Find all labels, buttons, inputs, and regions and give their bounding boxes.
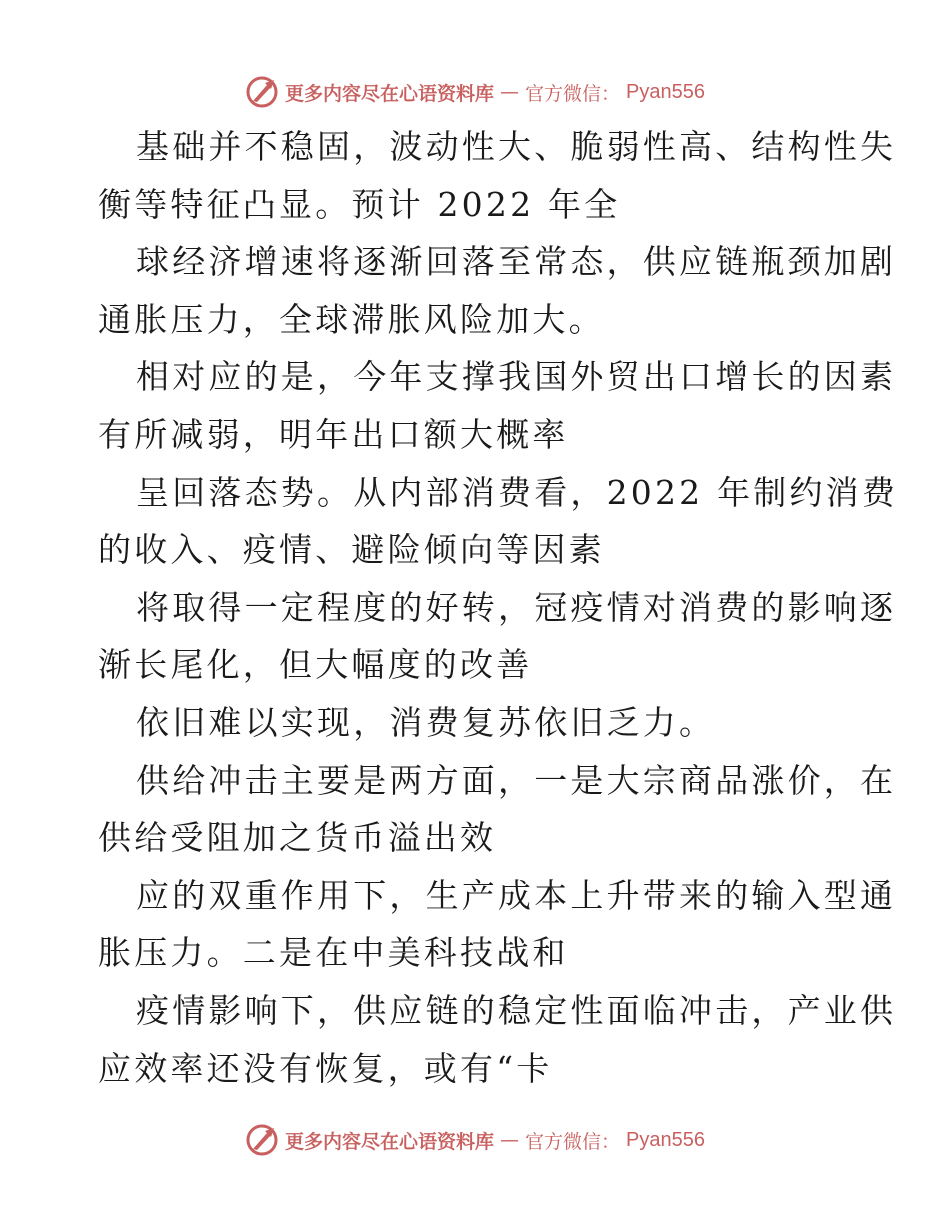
footer-watermark — [0, 1120, 950, 1160]
watermark-site-name: 更多内容尽在心语资料库 — [285, 1130, 495, 1153]
watermark-dash: — — [500, 1129, 520, 1151]
text-line: 相对应的是，今年支撑我国外贸出口增长的因素 — [136, 357, 897, 397]
watermark-wechat-id: Pyan556 — [626, 1128, 705, 1151]
text-line: 胀压力。二是在中美科技战和 — [98, 933, 569, 973]
text-line: 基础并不稳固，波动性大、脆弱性高、结构性失 — [136, 127, 897, 166]
text-line: 疫情影响下，供应链的稳定性面临冲击，产业供 — [136, 990, 897, 1030]
text-line: 供给冲击主要是两方面，一是大宗商品涨价，在 — [136, 760, 897, 800]
watermark-site-name: 更多内容尽在心语资料库 — [285, 82, 495, 105]
text-line: 将取得一定程度的好转，冠疫情对消费的影响逐 — [136, 587, 897, 627]
text-line: 应效率还没有恢复，或有“卡 — [98, 1048, 553, 1088]
body-text — [98, 118, 899, 1097]
text-line: 应的双重作用下，生产成本上升带来的输入型通 — [136, 875, 897, 915]
text-line: 渐长尾化，但大幅度的改善 — [98, 645, 533, 685]
text-line: 球经济增速将逐渐回落至常态，供应链瓶颈加剧 — [136, 242, 897, 282]
text-line: 有所减弱，明年出口额大概率 — [98, 414, 569, 454]
quill-logo-icon — [245, 1123, 279, 1157]
watermark-wechat-id: Pyan556 — [626, 80, 705, 103]
text-line: 通胀压力，全球滞胀风险加大。 — [98, 299, 605, 339]
header-watermark — [0, 72, 950, 112]
quill-logo-icon — [245, 75, 279, 109]
text-line: 衡等特征凸显。预计 2022 年全 — [98, 184, 621, 224]
text-line: 供给受阻加之货币溢出效 — [98, 818, 497, 858]
text-line: 的收入、疫情、避险倾向等因素 — [98, 530, 605, 570]
text-line: 呈回落态势。从内部消费看，2022 年制约消费 — [136, 472, 899, 512]
watermark-wechat-label: 官方微信： — [525, 1130, 621, 1153]
watermark-wechat-label: 官方微信： — [525, 82, 621, 105]
text-line: 依旧难以实现，消费复苏依旧乏力。 — [136, 702, 716, 742]
watermark-dash: — — [500, 81, 520, 103]
